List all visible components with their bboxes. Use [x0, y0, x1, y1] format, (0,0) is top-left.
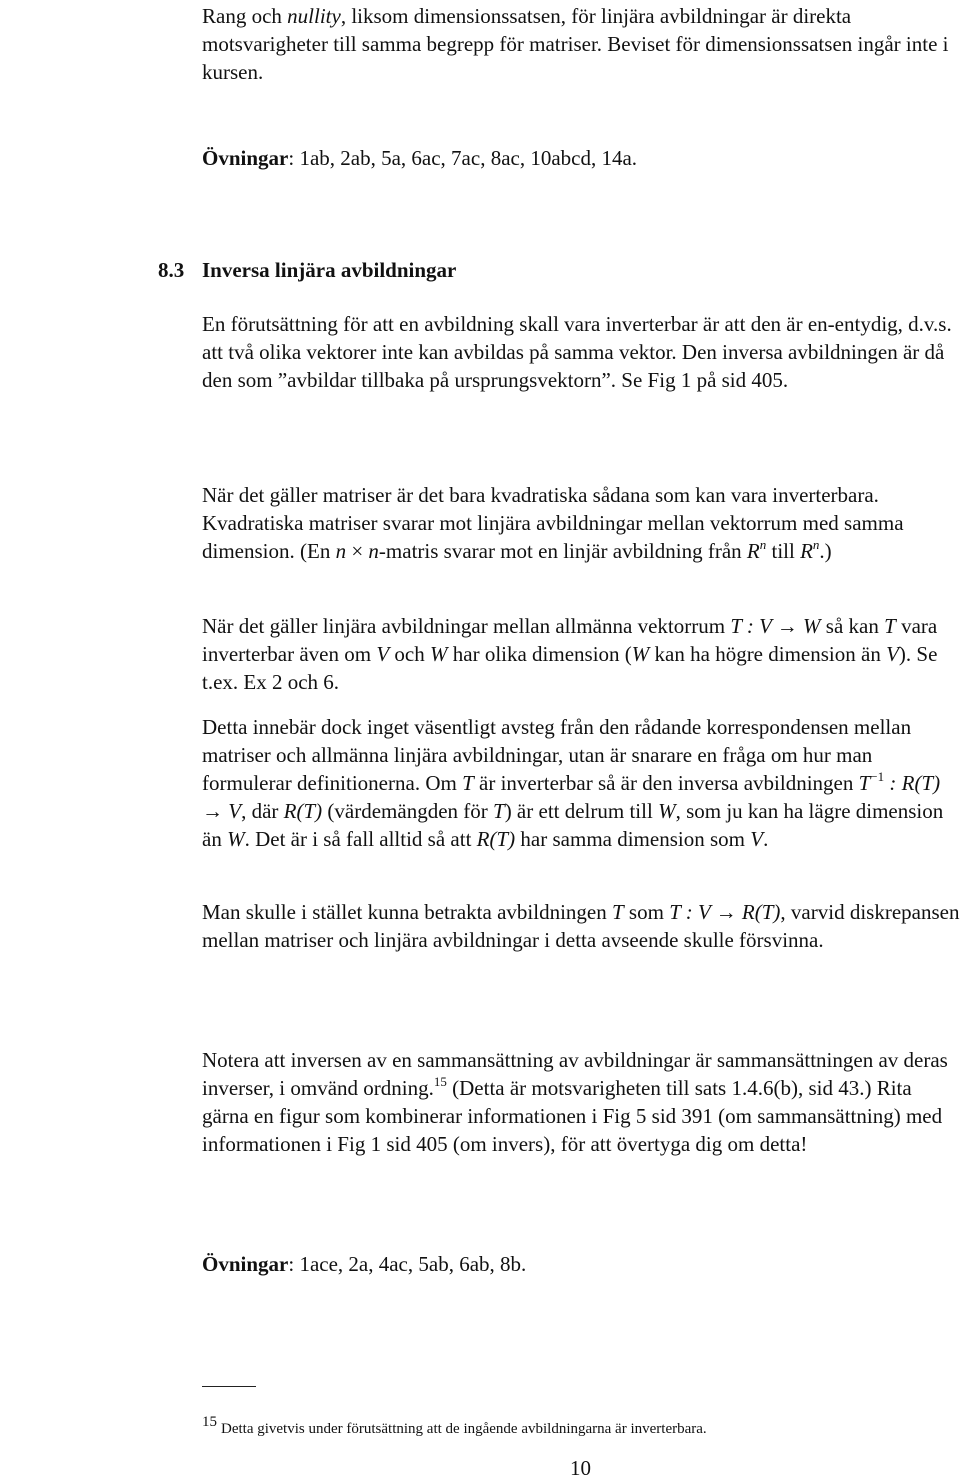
paragraph-alternative-view: Man skulle i stället kunna betrakta avbildningen T som T : V → R(T), varvid diskrepansen mellan matriser och linjära avbildningar i detta avseende skulle försvinna.	[202, 900, 960, 952]
paragraph-rank-nullity: Rang och nullity, liksom dimensionssatsen, för linjära avbildningar är direkta motsvarigheter till samma begrepp för matriser. Beviset för dimensionssatsen ingår inte i kursen.	[202, 4, 949, 84]
paragraph-general-vector-spaces: När det gäller linjära avbildningar mellan allmänna vektorrum T : V → W så kan T vara inverterbar även om V och W har olika dimension (W kan ha högre dimension än V). Se t.ex. Ex 2 och 6.	[202, 614, 938, 694]
footnote-text: Detta givetvis under förutsättning att de ingående avbildningarna är inverterbara.	[221, 1421, 707, 1437]
page-number: 10	[570, 1456, 591, 1480]
exercises-label: Övningar	[202, 1252, 289, 1276]
footnote-mark: 15	[202, 1414, 217, 1430]
paragraph-correspondence: Detta innebär dock inget väsentligt avsteg från den rådande korrespondensen mellan matriser och allmänna linjära avbildningar, utan är snarare en fråga om hur man formulerar definitionerna. Om T är inverterbar så är den inversa avbildningen $T^{-1}$ : R(T) → V, där R(T) (värdemängden för T) är ett delrum till W, som ju kan ha lägre dimension än W. Det är i så fall alltid så att R(T) har samma dimension som V.	[202, 715, 944, 851]
section-heading	[158, 256, 902, 284]
section-title: Inversa linjära avbildningar	[202, 258, 457, 282]
paragraph-composition-inverse: Notera att inversen av en sammansättning av avbildningar är sammansättningen av deras inverser, i omvänd ordning.$^{15}$ (Detta är motsvarigheten till sats 1.4.6(b), sid 43.) Rita gärna en figur som kombinerar informationen i Fig 5 sid 391 (om sammansättning) med informationen i Fig 1 sid 405 (om invers), för att övertyga dig om detta!	[202, 1048, 948, 1156]
paragraph-injectivity: En förutsättning för att en avbildning skall vara inverterbar är att den är en-entydig, d.v.s. att två olika vektorer inte kan avbildas på samma vektor. Den inversa avbildningen är då den som ”avbildar tillbaka på ursprungsvektorn”. Se Fig 1 på sid 405.	[202, 312, 952, 392]
paragraph-square-matrices: När det gäller matriser är det bara kvadratiska sådana som kan vara inverterbara. Kvadratiska matriser svarar mot linjära avbildningar mellan vektorrum med samma dimension. (En n × n-matris svarar mot en linjär avbildning från $R^n$ till $R^n$.)	[202, 483, 904, 563]
math-mapping: T : V → W	[730, 614, 821, 638]
footnote	[202, 1414, 707, 1439]
section-number: 8.3	[158, 258, 185, 282]
exercises-label: Övningar	[202, 146, 289, 170]
math-mapping: : R(T) → V	[202, 771, 941, 823]
exercises-list-1: Övningar: 1ab, 2ab, 5a, 6ac, 7ac, 8ac, 10abcd, 14a.	[202, 146, 638, 170]
math-mapping: T : V → R(T)	[669, 900, 781, 924]
exercises-list-2: Övningar: 1ace, 2a, 4ac, 5ab, 6ab, 8b.	[202, 1252, 527, 1276]
math-inverse: T	[858, 771, 871, 795]
footnote-divider	[202, 1386, 256, 1387]
footnote-reference[interactable]: 15	[433, 1074, 447, 1089]
